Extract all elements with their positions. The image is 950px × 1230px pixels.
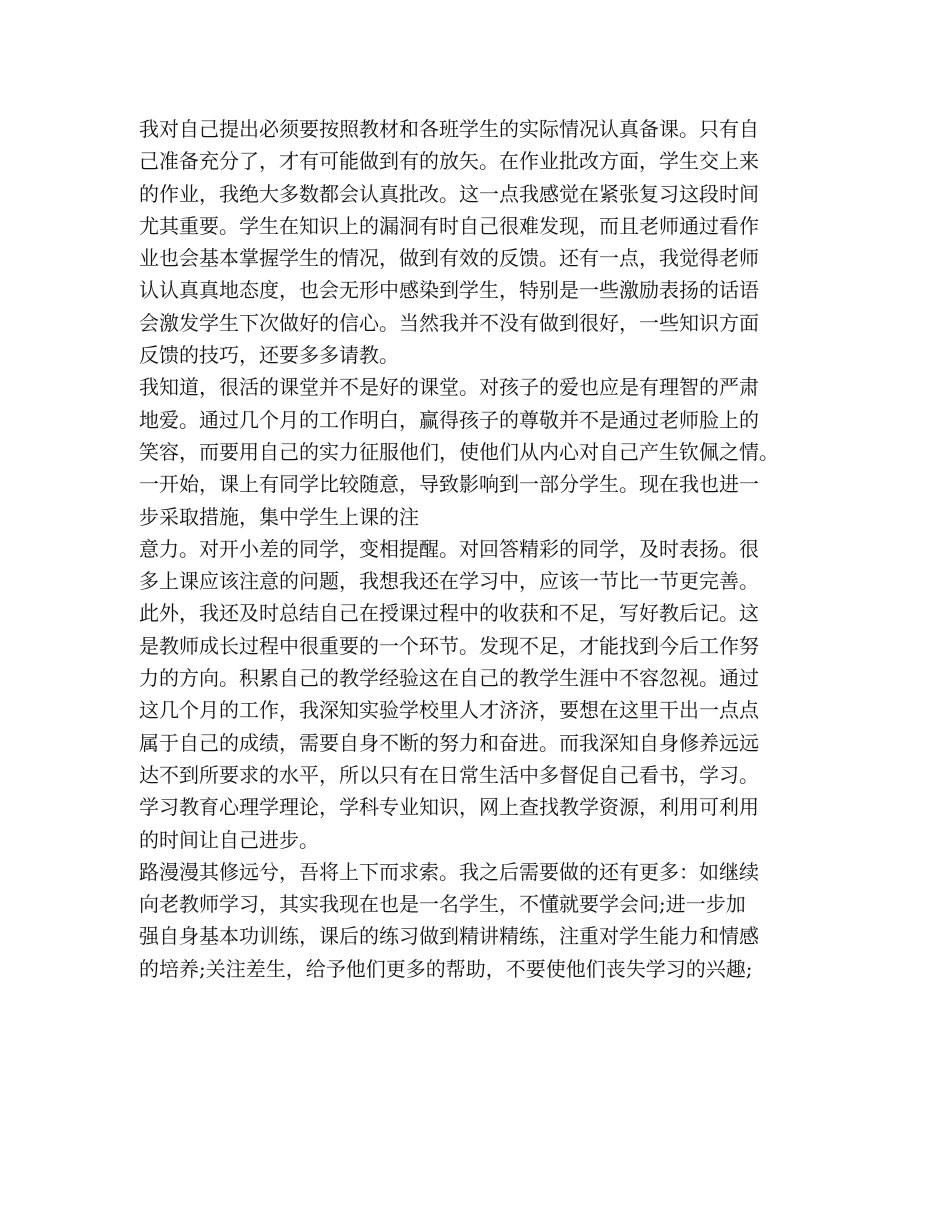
text-line: 力的方向。积累自己的教学经验这在自己的教学生涯中不容忽视。通过 xyxy=(139,666,759,691)
text-line: 认认真真地态度，也会无形中感染到学生，特别是一些激励表扬的话语 xyxy=(139,278,759,303)
text-line: 尤其重要。学生在知识上的漏洞有时自己很难发现，而且老师通过看作 xyxy=(139,213,759,238)
text-line: 向老教师学习，其实我现在也是一名学生，不懂就要学会问;进一步加 xyxy=(139,892,746,917)
text-line: 是教师成长过程中很重要的一个环节。发现不足，才能找到今后工作努 xyxy=(139,633,759,658)
text-line: 多上课应该注意的问题，我想我还在学习中，应该一节比一节更完善。 xyxy=(139,569,759,594)
text-line: 步采取措施，集中学生上课的注 xyxy=(139,504,419,529)
text-line: 这几个月的工作，我深知实验学校里人才济济，要想在这里干出一点点 xyxy=(139,698,759,723)
text-line: 的作业，我绝大多数都会认真批改。这一点我感觉在紧张复习这段时间 xyxy=(139,181,759,206)
text-line: 的培养;关注差生，给予他们更多的帮助，不要使他们丧失学习的兴趣; xyxy=(139,956,753,981)
text-line: 达不到所要求的水平，所以只有在日常生活中多督促自己看书，学习。 xyxy=(139,762,759,787)
body-text xyxy=(139,113,839,985)
text-line: 路漫漫其修远兮，吾将上下而求索。我之后需要做的还有更多：如继续 xyxy=(139,859,759,884)
text-line: 我知道，很活的课堂并不是好的课堂。对孩子的爱也应是有理智的严肃 xyxy=(139,375,759,400)
text-line: 此外，我还及时总结自己在授课过程中的收获和不足，写好教后记。这 xyxy=(139,601,759,626)
text-line: 会激发学生下次做好的信心。当然我并不没有做到很好，一些知识方面 xyxy=(139,310,759,335)
text-line: 业也会基本掌握学生的情况，做到有效的反馈。还有一点，我觉得老师 xyxy=(139,246,759,271)
text-line: 笑容，而要用自己的实力征服他们，使他们从内心对自己产生钦佩之情。 xyxy=(139,439,779,464)
text-line: 一开始，课上有同学比较随意，导致影响到一部分学生。现在我也进一 xyxy=(139,472,759,497)
text-line: 属于自己的成绩，需要自身不断的努力和奋进。而我深知自身修养远远 xyxy=(139,730,759,755)
text-line: 学习教育心理学理论，学科专业知识，网上查找教学资源，利用可利用 xyxy=(139,795,759,820)
text-line: 的时间让自己进步。 xyxy=(139,827,319,852)
text-line: 己准备充分了，才有可能做到有的放矢。在作业批改方面，学生交上来 xyxy=(139,149,759,174)
text-line: 强自身基本功训练，课后的练习做到精讲精练，注重对学生能力和情感 xyxy=(139,924,759,949)
text-line: 地爱。通过几个月的工作明白，赢得孩子的尊敬并不是通过老师脸上的 xyxy=(139,407,759,432)
text-line: 我对自己提出必须要按照教材和各班学生的实际情况认真备课。只有自 xyxy=(139,117,759,141)
text-line: 反馈的技巧，还要多多请教。 xyxy=(139,343,399,368)
text-line: 意力。对开小差的同学，变相提醒。对回答精彩的同学，及时表扬。很 xyxy=(139,536,759,561)
